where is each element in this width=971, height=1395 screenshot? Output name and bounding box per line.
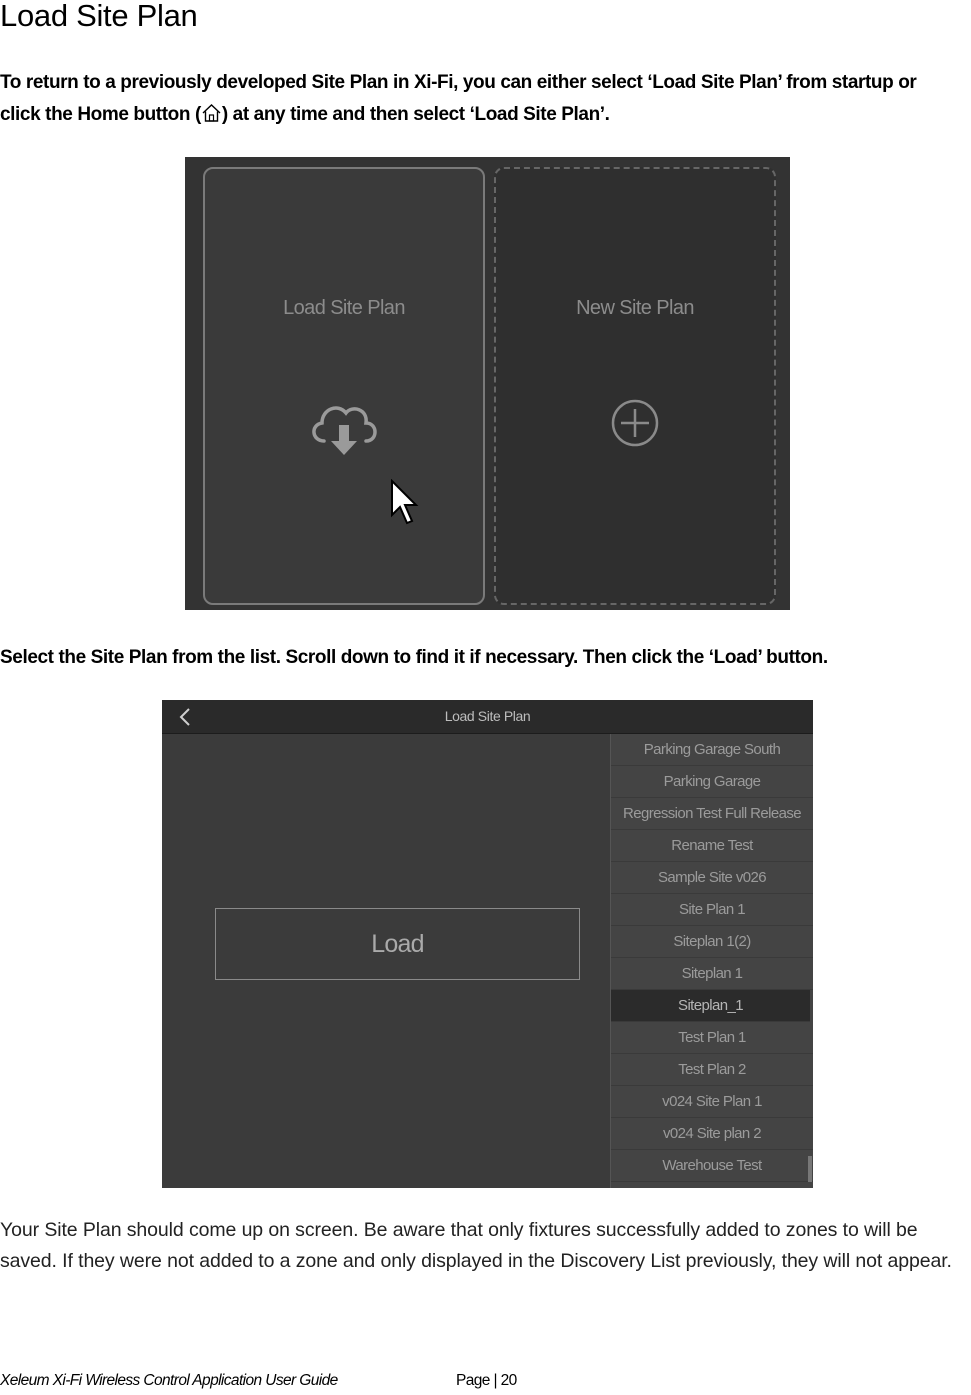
site-plan-item[interactable]: v024 Site Plan 1 (611, 1086, 813, 1118)
load-site-plan-label: Load Site Plan (283, 297, 405, 319)
intro-text-end: ) at any time and then select ‘Load Site Plan’. (221, 104, 610, 125)
site-plan-item[interactable]: Test Plan 1 (611, 1022, 813, 1054)
load-button[interactable]: Load (215, 908, 580, 980)
intro-paragraph (0, 67, 960, 131)
new-site-plan-label: New Site Plan (576, 297, 694, 319)
site-plan-item[interactable]: v024 Site plan 2 (611, 1118, 813, 1150)
load-site-plan-card[interactable] (203, 167, 485, 605)
site-plan-item[interactable]: Test Plan 2 (611, 1054, 813, 1086)
cloud-download-icon (205, 397, 483, 466)
load-screen-header (162, 700, 813, 734)
new-site-plan-card[interactable] (494, 167, 776, 605)
site-plan-item[interactable]: Rename Test (611, 830, 813, 862)
site-plan-item[interactable]: Warehouse Test (611, 1150, 813, 1182)
site-plan-item[interactable]: Sample Site v026 (611, 862, 813, 894)
site-plan-item-selected[interactable]: Siteplan_1 (611, 990, 810, 1022)
site-plan-list (611, 734, 813, 1188)
site-plan-item[interactable]: Parking Garage (611, 766, 813, 798)
site-plan-item[interactable]: Site Plan 1 (611, 894, 813, 926)
site-plan-item[interactable]: Siteplan 1 (611, 958, 813, 990)
list-scrollbar[interactable] (808, 1156, 812, 1182)
footer-page-number: Page | 20 (456, 1372, 517, 1389)
site-plan-item[interactable]: Parking Garage South (611, 734, 813, 766)
page-title: Load Site Plan (0, 0, 198, 33)
mouse-cursor-icon (390, 479, 420, 534)
intro-text-start: To return to a previously developed Site Plan in Xi-Fi, you can either select ‘Load Site Plan’ from startup or click the Home button ( (0, 72, 917, 125)
plus-circle-icon (496, 397, 774, 454)
startup-screenshot (185, 157, 790, 610)
load-screen-title: Load Site Plan (444, 708, 531, 724)
closing-paragraph: Your Site Plan should come up on screen. Be aware that only fixtures successfully added to zones to will be saved. If they were not added to a zone and only displayed in the Discovery List previously, they will not appear. (0, 1219, 952, 1272)
instruction-paragraph: Select the Site Plan from the list. Scroll down to find it if necessary. Then click the ‘Load’ button. (0, 647, 828, 668)
footer-guide-title: Xeleum Xi-Fi Wireless Control Application User Guide (0, 1372, 338, 1389)
home-icon (201, 102, 222, 122)
site-plan-item[interactable]: Siteplan 1(2) (611, 926, 813, 958)
load-screen-screenshot (162, 700, 813, 1188)
site-plan-item[interactable]: Regression Test Full Release (611, 798, 813, 830)
load-screen-main (162, 734, 611, 1188)
